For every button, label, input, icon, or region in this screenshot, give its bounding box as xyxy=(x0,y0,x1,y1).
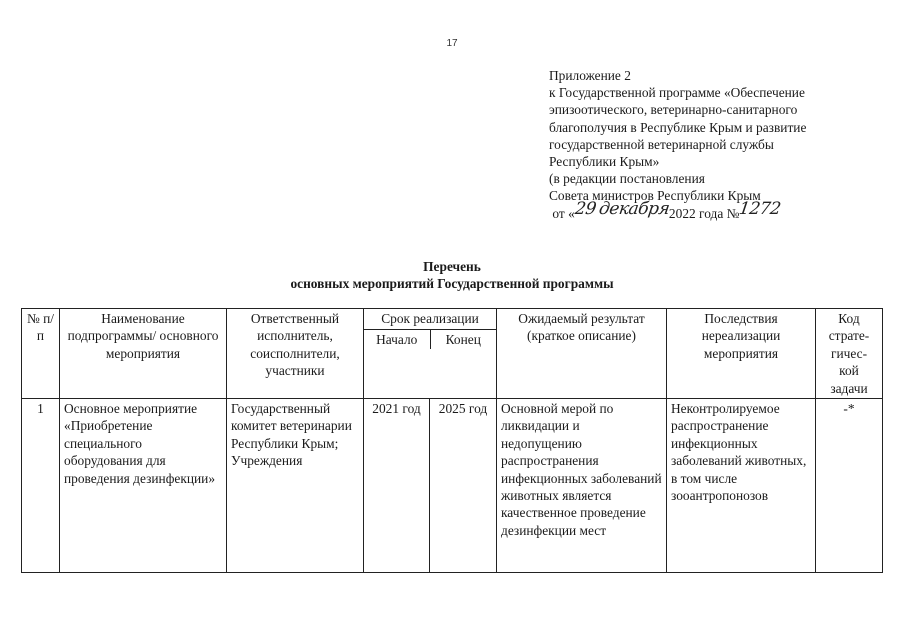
appendix-line: к Государственной программе «Обеспечение xyxy=(549,85,805,101)
date-prefix: от « xyxy=(552,205,575,221)
row-responsible: Государственный комитет ветеринарии Республики Крым; Учреждения xyxy=(227,399,364,573)
appendix-line: эпизоотического, ветеринарно-санитарного xyxy=(549,102,798,118)
header-name: Наименование подпрограммы/ основного мероприятия xyxy=(60,309,227,399)
appendix-line: Республики Крым» xyxy=(549,154,660,170)
measures-table xyxy=(21,308,883,573)
date-year-text: 2022 года № xyxy=(668,205,740,221)
page-number: 17 xyxy=(446,38,458,49)
appendix-line: государственной ветеринарной службы xyxy=(549,136,774,152)
header-code xyxy=(816,309,883,399)
appendix-block xyxy=(549,67,879,222)
header-responsible: Ответственный исполнитель, соисполнители, участники xyxy=(227,309,364,399)
table-row xyxy=(22,399,883,573)
resolution-date-line xyxy=(549,198,879,222)
header-code-line: кой xyxy=(839,363,859,379)
handwritten-day: 29 xyxy=(573,198,597,219)
row-num: 1 xyxy=(22,399,60,573)
header-code-line: Код xyxy=(838,311,860,326)
header-term xyxy=(364,309,497,399)
header-code-line: гичес- xyxy=(830,345,868,361)
appendix-line: благополучия в Республике Крым и развитие xyxy=(549,119,807,135)
appendix-line: Совета министров Республики Крым xyxy=(549,188,761,204)
header-term-label: Срок реализации xyxy=(364,309,496,330)
header-num: № п/п xyxy=(22,309,60,399)
row-name: Основное мероприятие «Приобретение специального оборудования для проведения дезинфекции» xyxy=(60,399,227,573)
handwritten-month: декабря xyxy=(597,198,671,219)
appendix-line: (в редакции постановления xyxy=(549,171,705,187)
row-end: 2025 год xyxy=(430,399,497,573)
row-code: -* xyxy=(816,399,883,573)
appendix-line: Приложение 2 xyxy=(549,68,631,83)
handwritten-doc-number: 1272 xyxy=(738,198,783,219)
header-term-start: Начало xyxy=(364,330,431,349)
header-term-end: Конец xyxy=(445,332,481,347)
header-code-line: задачи xyxy=(830,380,868,396)
table-header-row xyxy=(22,309,883,399)
row-consequences: Неконтролируемое распространение инфекционных заболеваний животных, в том числе зооантропонозов xyxy=(667,399,816,573)
row-result: Основной мерой по ликвидации и недопущению распространения инфекционных заболеваний животных является качественное проведение дезинфекции мест xyxy=(497,399,667,573)
list-subtitle: основных мероприятий Государственной программы xyxy=(290,276,614,291)
header-result: Ожидаемый результат (краткое описание) xyxy=(497,309,667,399)
header-code-line: страте- xyxy=(828,328,870,344)
row-start: 2021 год xyxy=(364,399,430,573)
list-title: Перечень xyxy=(423,259,481,274)
header-consequences: Последствия нереализации мероприятия xyxy=(667,309,816,399)
